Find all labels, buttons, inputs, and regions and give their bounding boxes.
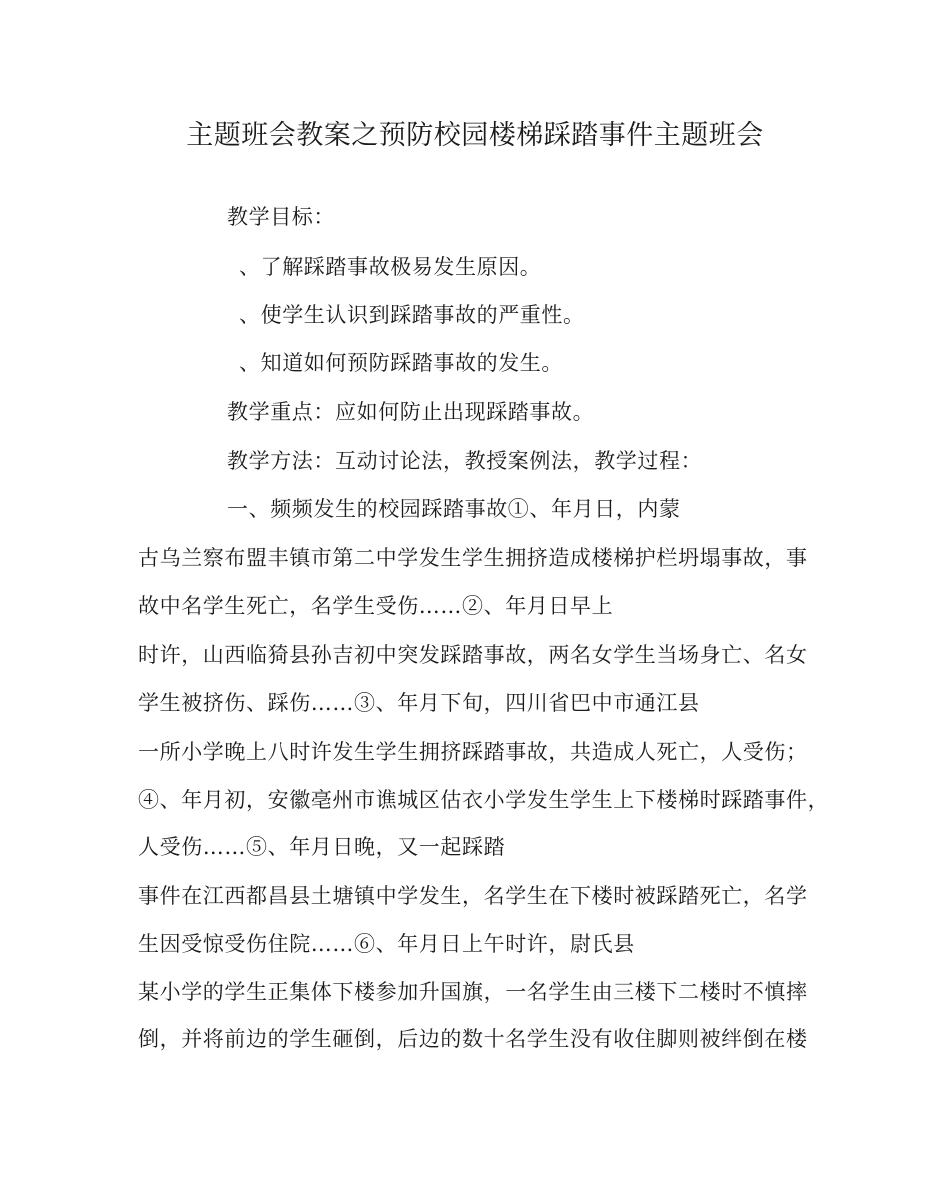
section-heading-incidents: 一、频频发生的校园踩踏事故①、年月日，内蒙 bbox=[227, 497, 681, 521]
objective-item-2: 、使学生认识到踩踏事故的严重性。 bbox=[239, 303, 585, 327]
paragraph-line: 事件在江西都昌县土塘镇中学发生，名学生在下楼时被踩踏死亡，名学 bbox=[138, 884, 808, 908]
paragraph-line: 某小学的学生正集体下楼参加升国旗，一名学生由三楼下二楼时不慎摔 bbox=[138, 980, 808, 1004]
paragraph-line: 故中名学生死亡，名学生受伤……②、年月日早上 bbox=[138, 594, 614, 618]
teaching-method: 教学方法：互动讨论法，教授案例法，教学过程： bbox=[227, 449, 703, 473]
paragraph-line: ④、年月初，安徽亳州市谯城区估衣小学发生学生上下楼梯时踩踏事件， bbox=[138, 788, 830, 812]
paragraph-line: 时许，山西临猗县孙吉初中突发踩踏事故，两名女学生当场身亡、名女 bbox=[138, 643, 808, 667]
paragraph-line: 古乌兰察布盟丰镇市第二中学发生学生拥挤造成楼梯护栏坍塌事故，事 bbox=[138, 546, 808, 570]
paragraph-line: 倒，并将前边的学生砸倒，后边的数十名学生没有收住脚则被绊倒在楼 bbox=[138, 1027, 808, 1051]
paragraph-line: 一所小学晚上八时许发生学生拥挤踩踏事故，共造成人死亡，人受伤； bbox=[138, 740, 808, 764]
paragraph-line: 学生被挤伤、踩伤……③、年月下旬，四川省巴中市通江县 bbox=[138, 691, 700, 715]
teaching-focus: 教学重点：应如何防止出现踩踏事故。 bbox=[227, 400, 595, 424]
objective-item-1: 、了解踩踏事故极易发生原因。 bbox=[239, 255, 542, 279]
section-heading-objectives: 教学目标： bbox=[227, 205, 335, 229]
document-title: 主题班会教案之预防校园楼梯踩踏事件主题班会 bbox=[186, 120, 764, 151]
objective-item-3: 、知道如何预防踩踏事故的发生。 bbox=[239, 351, 563, 375]
paragraph-line: 人受伤……⑤、年月日晚，又一起踩踏 bbox=[138, 835, 506, 859]
paragraph-line: 生因受惊受伤住院……⑥、年月日上午时许，尉氏县 bbox=[138, 932, 635, 956]
